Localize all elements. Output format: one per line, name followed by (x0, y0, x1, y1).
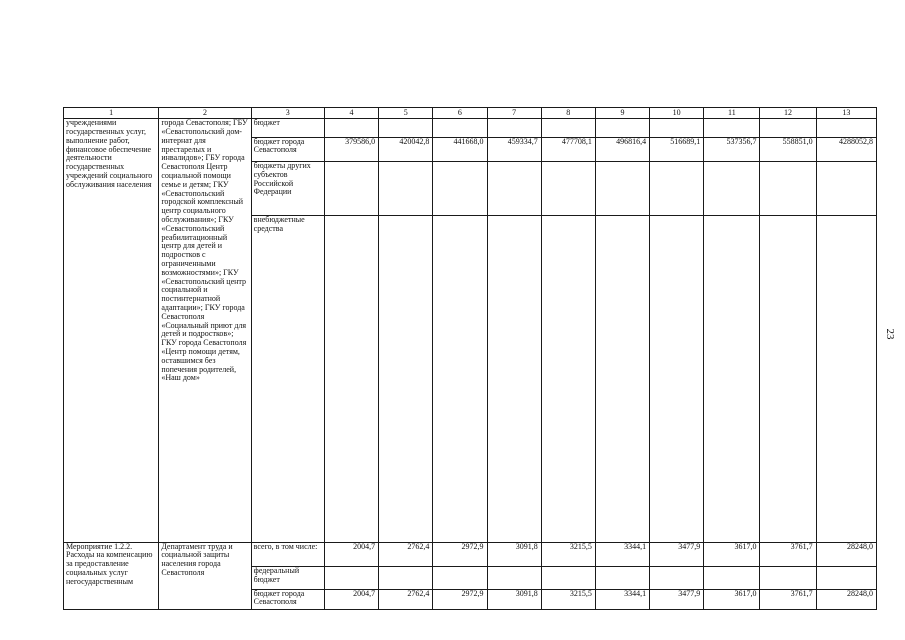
value-cell (324, 567, 378, 589)
column-header: 11 (704, 108, 760, 119)
measure-name-cell: Мероприятие 1.2.2. Расходы на компенсацию за предоставление социальных услуг негосударственным (64, 542, 159, 609)
value-cell (816, 567, 876, 589)
value-cell: 3761,7 (760, 542, 816, 566)
value-cell: 2762,4 (379, 589, 433, 609)
value-cell: 537356,7 (704, 137, 760, 161)
value-cell (760, 567, 816, 589)
column-header: 2 (159, 108, 251, 119)
funding-source-cell: федеральный бюджет (251, 567, 324, 589)
funding-source-cell: бюджеты других субъектов Российской Федерации (251, 162, 324, 216)
value-cell: 3091,8 (487, 542, 541, 566)
funding-source-cell: всего, в том числе: (251, 542, 324, 566)
value-cell (704, 119, 760, 137)
value-cell (595, 119, 649, 137)
column-header: 3 (251, 108, 324, 119)
value-cell: 3477,9 (650, 542, 704, 566)
value-cell: 3761,7 (760, 589, 816, 609)
value-cell: 477708,1 (541, 137, 595, 161)
column-header: 6 (433, 108, 487, 119)
value-cell: 28248,0 (816, 542, 876, 566)
value-cell (379, 162, 433, 216)
value-cell: 28248,0 (816, 589, 876, 609)
value-cell: 496816,4 (595, 137, 649, 161)
executor-cell: Департамент труда и социальной защиты населения города Севастополя (159, 542, 251, 609)
value-cell (324, 216, 378, 543)
value-cell (379, 216, 433, 543)
value-cell: 3215,5 (541, 542, 595, 566)
value-cell (595, 567, 649, 589)
value-cell (760, 119, 816, 137)
value-cell: 4288052,8 (816, 137, 876, 161)
value-cell: 420042,8 (379, 137, 433, 161)
value-cell (487, 567, 541, 589)
budget-table (63, 107, 877, 610)
value-cell (704, 162, 760, 216)
value-cell: 2004,7 (324, 542, 378, 566)
value-cell: 3477,9 (650, 589, 704, 609)
value-cell: 2004,7 (324, 589, 378, 609)
value-cell: 558851,0 (760, 137, 816, 161)
table-row (64, 542, 877, 566)
column-header: 10 (650, 108, 704, 119)
value-cell (487, 119, 541, 137)
value-cell (433, 567, 487, 589)
value-cell (704, 567, 760, 589)
table-row (64, 119, 877, 137)
value-cell: 441668,0 (433, 137, 487, 161)
value-cell: 3091,8 (487, 589, 541, 609)
value-cell: 516689,1 (650, 137, 704, 161)
executor-cell: города Севастополя; ГБУ «Севастопольский дом-интернат для престарелых и инвалидов»; ГБУ города Севастополя Центр социальной помощи семье и детям; ГКУ «Севастопольский городской комплексный центр социального обслуживания»; ГКУ «Севастопольский реабилитационный центр для детей и подростков с ограниченными возможностями»; ГКУ «Севастопольский центр социальной и постинтернатной адаптации»; ГКУ города Севастополя «Социальный приют для детей и подростков»; ГКУ города Севастополя «Центр помощи детям, оставшимся без попечения родителей, «Наш дом» (159, 119, 251, 542)
value-cell: 379586,0 (324, 137, 378, 161)
funding-source-cell: бюджет города Севастополя (251, 589, 324, 609)
value-cell: 3617,0 (704, 542, 760, 566)
value-cell (595, 216, 649, 543)
column-header: 4 (324, 108, 378, 119)
value-cell: 2972,9 (433, 542, 487, 566)
value-cell (324, 162, 378, 216)
value-cell (433, 119, 487, 137)
value-cell (541, 119, 595, 137)
column-header: 13 (816, 108, 876, 119)
value-cell (760, 216, 816, 543)
value-cell (816, 119, 876, 137)
column-header: 8 (541, 108, 595, 119)
value-cell (433, 162, 487, 216)
value-cell: 3344,1 (595, 589, 649, 609)
header-row (64, 108, 877, 119)
page-number: 23 (884, 328, 896, 340)
value-cell (324, 119, 378, 137)
table-body (64, 108, 877, 610)
funding-source-cell: бюджет города Севастополя (251, 137, 324, 161)
value-cell (816, 162, 876, 216)
funding-source-cell: внебюджетные средства (251, 216, 324, 543)
value-cell (541, 216, 595, 543)
value-cell (433, 216, 487, 543)
value-cell (816, 216, 876, 543)
value-cell: 3215,5 (541, 589, 595, 609)
value-cell: 3344,1 (595, 542, 649, 566)
column-header: 9 (595, 108, 649, 119)
funding-source-cell: бюджет (251, 119, 324, 137)
value-cell (650, 119, 704, 137)
measure-name-cell: учреждениями государственных услуг, выполнение работ, финансовое обеспечение деятельности государственных учреждений социального обслуживания населения (64, 119, 159, 542)
value-cell (704, 216, 760, 543)
value-cell (760, 162, 816, 216)
column-header: 7 (487, 108, 541, 119)
value-cell: 3617,0 (704, 589, 760, 609)
value-cell: 2762,4 (379, 542, 433, 566)
value-cell (487, 162, 541, 216)
value-cell (487, 216, 541, 543)
column-header: 12 (760, 108, 816, 119)
value-cell: 2972,9 (433, 589, 487, 609)
value-cell (541, 162, 595, 216)
value-cell (379, 119, 433, 137)
value-cell: 459334,7 (487, 137, 541, 161)
value-cell (379, 567, 433, 589)
value-cell (595, 162, 649, 216)
value-cell (650, 216, 704, 543)
value-cell (650, 162, 704, 216)
column-header: 5 (379, 108, 433, 119)
value-cell (650, 567, 704, 589)
column-header: 1 (64, 108, 159, 119)
value-cell (541, 567, 595, 589)
